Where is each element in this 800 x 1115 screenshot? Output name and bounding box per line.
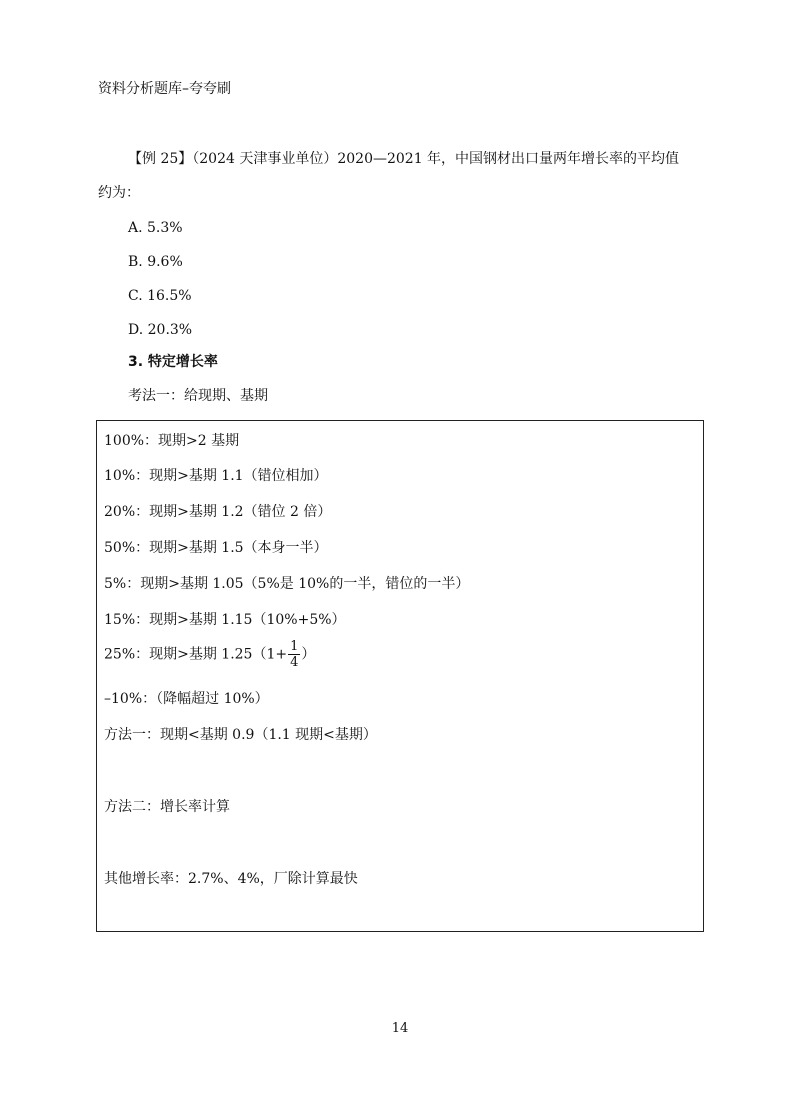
rule-25-percent xyxy=(104,639,315,670)
rule-25-close: ） xyxy=(301,646,316,663)
method-two: 方法二：增长率计算 xyxy=(104,799,230,815)
rule-10-percent: 10%：现期>基期 1.1（错位相加） xyxy=(104,468,328,484)
page-number: 14 xyxy=(391,1021,409,1036)
question-text-line-2: 约为： xyxy=(98,185,140,201)
rule-100-percent: 100%：现期>2 基期 xyxy=(104,433,240,449)
section-title: 3. 特定增长率 xyxy=(128,354,218,370)
rule-minus-10-percent: –10%：（降幅超过 10%） xyxy=(104,691,269,707)
document-header: 资料分析题库–夸夸刷 xyxy=(98,81,231,97)
rule-20-percent: 20%：现期>基期 1.2（错位 2 倍） xyxy=(104,504,332,520)
rules-box xyxy=(96,420,704,932)
rule-25-text: 25%：现期>基期 1.25（1+ xyxy=(104,646,288,663)
method-one: 方法一：现期<基期 0.9（1.1 现期<基期） xyxy=(104,727,377,743)
fraction-denominator: 4 xyxy=(290,655,299,670)
rule-15-percent: 15%：现期>基期 1.15（10%+5%） xyxy=(104,612,346,628)
answer-options xyxy=(128,215,192,351)
option-d: D. 20.3% xyxy=(128,322,193,338)
rule-5-percent: 5%：现期>基期 1.05（5%是 10%的一半，错位的一半） xyxy=(104,576,470,592)
option-c: C. 16.5% xyxy=(128,288,192,304)
other-growth-rates: 其他增长率：2.7%、4%，厂除计算最快 xyxy=(104,871,358,887)
section-subtitle: 考法一：给现期、基期 xyxy=(128,388,268,404)
question-block xyxy=(98,142,708,210)
option-b: B. 9.6% xyxy=(128,254,183,270)
option-a: A. 5.3% xyxy=(128,220,183,236)
fraction-numerator: 1 xyxy=(290,639,299,654)
one-quarter-fraction xyxy=(288,639,300,670)
rule-50-percent: 50%：现期>基期 1.5（本身一半） xyxy=(104,540,328,556)
question-text-line-1: 【例 25】（2024 天津事业单位）2020—2021 年，中国钢材出口量两年增长率的平均值 xyxy=(128,151,680,167)
